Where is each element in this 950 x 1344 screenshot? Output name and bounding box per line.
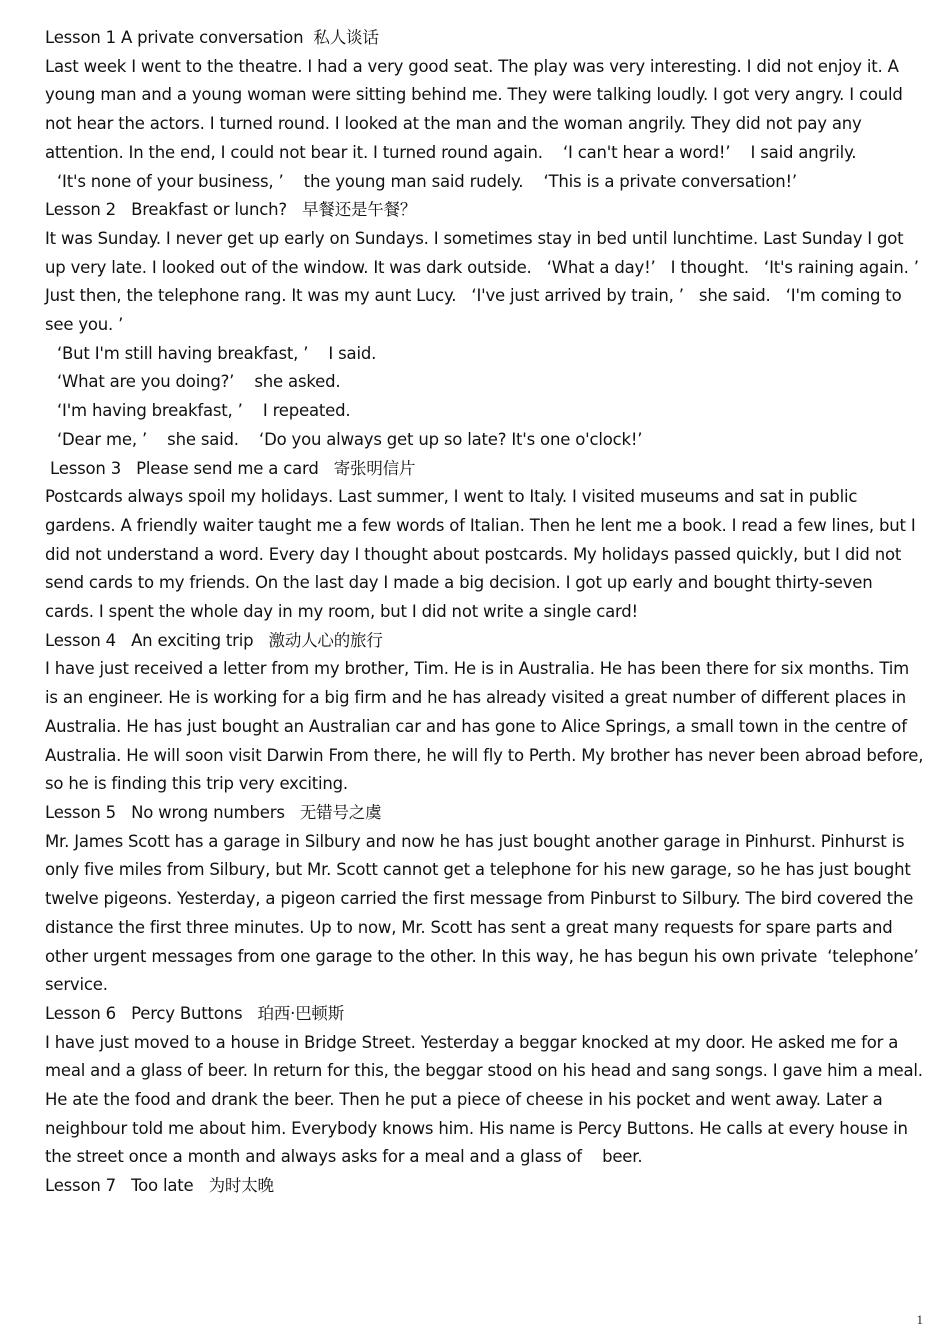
lesson-paragraph: ‘It's none of your business, ’ the young man said rudely. ‘This is a private conversation!’ bbox=[57, 171, 797, 191]
lesson-heading: Lesson 1 A private conversation 私人谈话 bbox=[45, 28, 379, 47]
lesson-2 bbox=[45, 196, 934, 454]
lesson-heading: Lesson 2 Breakfast or lunch? 早餐还是午餐？ bbox=[45, 200, 417, 220]
lesson-3 bbox=[45, 455, 925, 627]
document-body bbox=[45, 24, 934, 1201]
lesson-heading: Lesson 7 Too late 为时太晚 bbox=[45, 1176, 274, 1196]
lesson-5 bbox=[45, 799, 929, 1000]
lesson-heading: Lesson 6 Percy Buttons 珀西·巴顿斯 bbox=[45, 1003, 345, 1023]
lesson-paragraph: Last week I went to the theatre. I had a very good seat. The play was very interesting. I did not enjoy it. A young man and a young woman were sitting behind me. They were talking loudly. I got very angry. I could not hear the actors. I turned round. I looked at the man and the woman angrily. They did not pay any attention. In the end, I could not bear it. I turned round again. ‘I can't hear a word!’ I said angrily. bbox=[45, 56, 908, 162]
page-number: 1 bbox=[916, 1312, 923, 1327]
lesson-paragraph: ‘But I'm still having breakfast, ’ I said. bbox=[57, 343, 377, 363]
lesson-paragraph: Mr. James Scott has a garage in Silbury and now he has just bought another garage in Pinhurst. Pinhurst is only five miles from Silbury, but Mr. Scott cannot get a telephone for his new garage, so he has just bought twelve pigeons. Yesterday, a pigeon carried the first message from Pinburst to Silbury. The bird covered the distance the first three minutes. Up to now, Mr. Scott has sent a great many requests for spare parts and other urgent messages from one garage to the other. In this way, he has begun his own private ‘telephone’ service. bbox=[45, 831, 929, 995]
lesson-paragraph: I have just moved to a house in Bridge Street. Yesterday a beggar knocked at my door. He asked me for a meal and a glass of beer. In return for this, the beggar stood on his head and sang songs. I gave him a meal. He ate the food and drank the beer. Then he put a piece of cheese in his pocket and went away. Later a neighbour told me about him. Everybody knows him. His name is Percy Buttons. He calls at every house in the street once a month and always asks for a meal and a glass of beer. bbox=[45, 1032, 928, 1167]
lesson-paragraph: ‘What are you doing?’ she asked. bbox=[57, 372, 341, 392]
lesson-6 bbox=[45, 1000, 928, 1172]
lesson-7 bbox=[45, 1172, 925, 1201]
lesson-paragraph: It was Sunday. I never get up early on Sundays. I sometimes stay in bed until lunchtime. Last Sunday I got up very late. I looked out of the window. It was dark outside. ‘What a day!’ I thought. ‘It's raining again. ’ Just then, the telephone rang. It was my aunt Lucy. ‘I've just arrived by train, ’ she said. ‘I'm coming to see you. ’ bbox=[45, 228, 934, 335]
lesson-paragraph: ‘I'm having breakfast, ’ I repeated. bbox=[57, 401, 351, 421]
lesson-4 bbox=[45, 627, 929, 799]
lesson-heading: Lesson 5 No wrong numbers 无错号之虞 bbox=[45, 802, 382, 822]
lesson-heading: Lesson 4 An exciting trip 激动人心的旅行 bbox=[45, 630, 383, 650]
lesson-paragraph: I have just received a letter from my brother, Tim. He is in Australia. He has been there for six months. Tim is an engineer. He is working for a big firm and he has already visited a great number of different places in Australia. He has just bought an Australian car and has gone to Alice Springs, a small town in the centre of Australia. He will soon visit Darwin From there, he will fly to Perth. My brother has never been abroad before, so he is finding this trip very exciting. bbox=[45, 659, 929, 794]
lesson-paragraph: ‘Dear me, ’ she said. ‘Do you always get up so late? It's one o'clock!’ bbox=[57, 429, 643, 449]
lesson-1 bbox=[45, 24, 925, 196]
lesson-paragraph: Postcards always spoil my holidays. Last summer, I went to Italy. I visited museums and sat in public gardens. A friendly waiter taught me a few words of Italian. Then he lent me a book. I read a few lines, but I did not understand a word. Every day I thought about postcards. My holidays passed quickly, but I did not send cards to my friends. On the last day I made a big decision. I got up early and bought thirty-seven cards. I spent the whole day in my room, but I did not write a single card! bbox=[45, 487, 921, 622]
lesson-heading: Lesson 3 Please send me a card 寄张明信片 bbox=[45, 458, 416, 478]
